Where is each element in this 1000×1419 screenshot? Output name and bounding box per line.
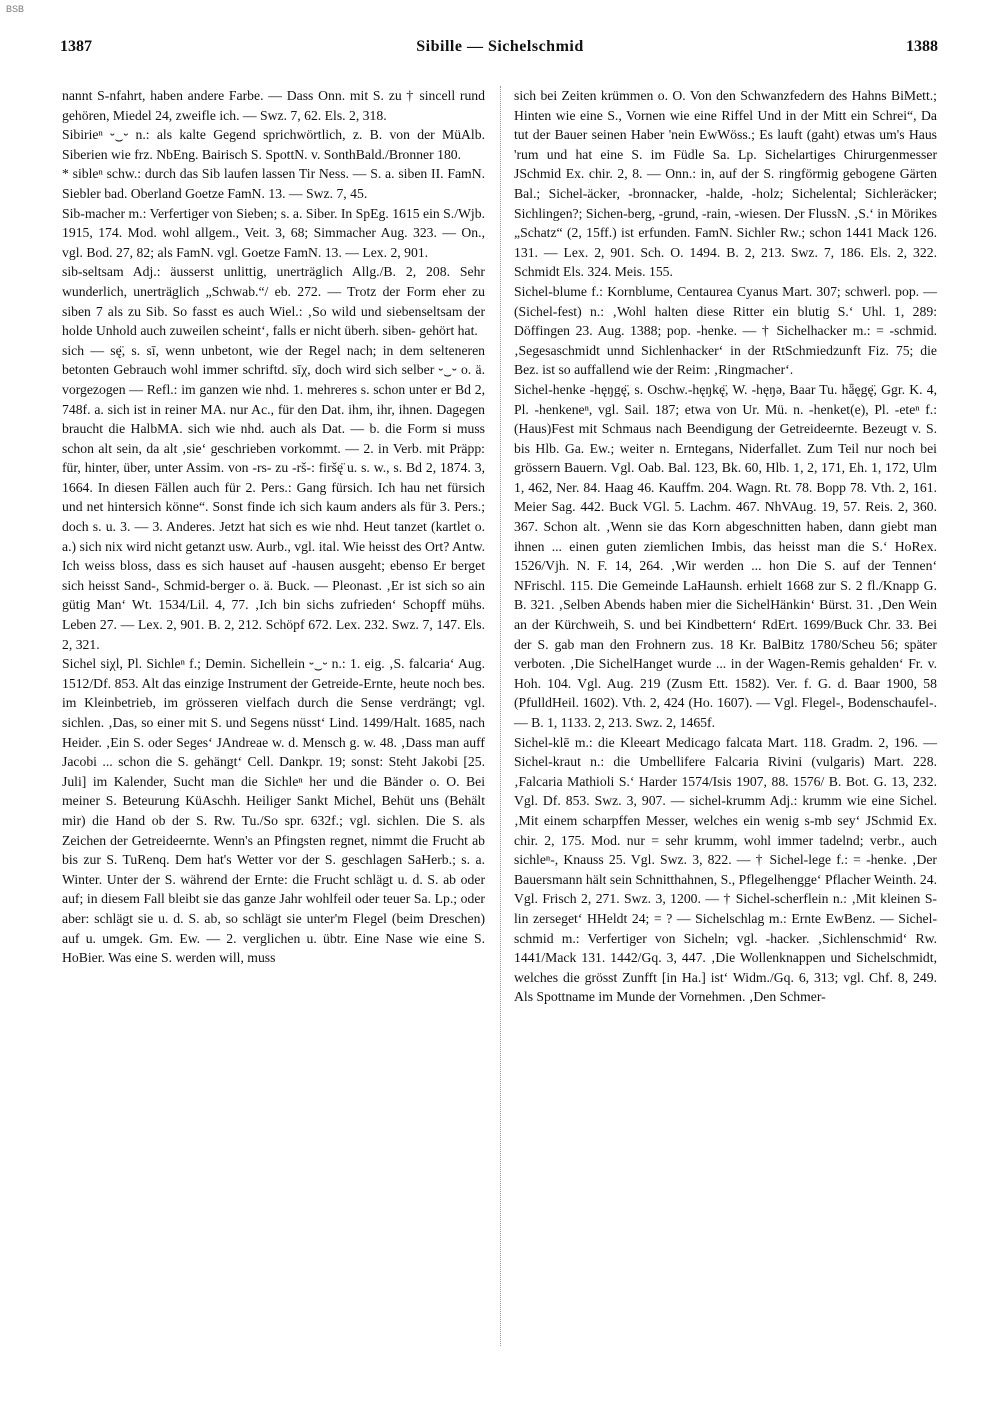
entry-sich: sich — sę̈, s. sī, wenn unbetont, wie der Regel nach; in dem selteneren betonten Gebrauch wohl immer schriftd. sīχ, doch wird sich selber ⏑‿⏑ o. ä. vorgezogen — Refl.: im ganzen wie nhd. 1. mehreres s. schon unter er Bd 2, 748f. a. sich ist in reiner MA. nur Ac., für den Dat. ihm, ihr, ihnen. Dagegen braucht die HalbMA. sich wie nhd. auch als Dat. — b. die Form si muss schon alt sein, da alt ‚sie‘ geschrieben vorkommt. — 2. in Verb. mit Präpp: für, hinter, über, unter Assim. von -rs- zu -rš-: firšę̈ u. s. w., s. Bd 2, 1874. 3, 1664. In diesen Fällen auch für 2. Pers.: Gang fürsich. Ich hau net fürsich und net hintersich könne“. Sonst finde ich sich kaum anders als für 3. Pers.; doch s. u. 3. — 3. Anderes. Jetzt hat sich es wie nhd. Heut tanzet (kartlet o. a.) sich nix wird nicht getanzt usw. Aurb., vgl. ital. Wie heisst des Ort? Antw. Ich weiss bloss, dass es sich hauset auf -hausen ausgeht; ebenso Er berget sich heisst Sand-, Schmid-berger o. ä. Buck. — Pleonast. ‚Er ist sich so ain gütig Man‘ Wt. 1534/Lil. 4, 77. ‚Ich bin sichs zufrieden‘ Schopff mühs. Leben 27. — Lex. 2, 901. B. 2, 212. Schöpf 672. Lex. 232. Swz. 7, 147. Els. 2, 321. — [62, 342, 485, 652]
page-title: Sibille — Sichelschmid — [416, 38, 584, 55]
entry-sichel-kle: Sichel-klē m.: die Kleeart Medicago falcata Mart. 118. Gradm. 2, 196. — Sichel-kraut n.: die Umbellifere Falcaria Rivini (vulgaris) Mart. 228. ‚Falcaria Mathioli S.‘ Harder 1574/Isis 1907, 88. 1576/ B. Bot. G. 13, 232. Vgl. Df. 853. Swz. 3, 907. — sichel-krumm Adj.: krumm wie eine Sichel. ‚Mit einem scharpffen Messer, welches ein wenig s-mb sey‘ JSchmid Ex. chir. 2, 175. Mod. nur = sehr krumm, wohl immer tadelnd; verbr., auch sichleⁿ-, Knauss 25. Vgl. Swz. 3, 822. — † Sichel-lege f.: = -henke. ‚Der Bauersmann hält sein Schnitthahnen, S., Pflegelhengge‘ Pflacher Weinth. 24. Vgl. Frisch 2, 271. Swz. 3, 1200. — † Sichel-scherflein n.: ‚Mit kleinen S-lin zerseget‘ HHeldt 24; = ? — Sichelschlag m.: Ernte EwBenz. — Sichel-schmid m.: Verfertiger von Sicheln; vgl. -hacker. ‚Sichlenschmid‘ Rw. 1441/Mack 131. 1442/Gq. 3, 447. ‚Die Wollenknappen und Sichelschmidt, welches die grösst Zunfft [in Ha.] ist‘ Widm./Gq. 6, 313; vgl. Chf. 8, 249. Als Spottname im Munde der Vornehmen. ‚Den Schmer- — [514, 734, 937, 1005]
column-divider — [500, 86, 501, 1346]
entry-sible: * sibleⁿ schw.: durch das Sib laufen lassen Tir Ness. — S. a. siben II. FamN. Siebler bad. Oberland Goetze FamN. 13. — Swz. 7, 45. — [62, 166, 485, 201]
entry-paragraph: nannt S-nfahrt, haben andere Farbe. — Dass Onn. mit S. zu † sincell rund gehören, Miedel 24, zweifle ich. — Swz. 7, 62. Els. 2, 318. — [62, 88, 485, 123]
right-column — [514, 86, 937, 1007]
page-number-left: 1387 — [60, 38, 92, 55]
entry-sichel-continued: sich bei Zeiten krümmen o. O. Von den Schwanzfedern des Hahns BiMett.; Hinten wie eine S., Vornen wie eine Riffel Und in der Mitt ein Schrei“, Da tut der Bauer seinen Haber 'nein EwWöss.; Es lauft (gaht) etwas um's Haus 'rum und hat eine S. im Füdle Sa. Lp. Sichelartiges Chirurgenmesser JSchmid Ex. chir. 2, 8. — Onn.: in, auf der S. ringförmig gebogene Gärten Bal.; Sichel-äcker, -bronnacker, -halde, -holz; Sichelental; Sichleräcker; Sichlingen?; Sichen-berg, -grund, -rain, -wiesen. Der FlussN. ‚S.‘ in Mörikes „Schatz“ (2, 15ff.) ist erfunden. FamN. Sichler Rw.; schon 1441 Mack 126. 131. — Lex. 2, 901. Sch. O. 1494. B. 2, 213. Swz. 7, 186. Els. 2, 322. Schmidt Els. 324. Meis. 155. — [514, 88, 937, 280]
left-column — [62, 86, 485, 968]
page-number-right: 1388 — [906, 38, 938, 55]
entry-sichel: Sichel siχl, Pl. Sichleⁿ f.; Demin. Sichellein ⏑‿⏑ n.: 1. eig. ‚S. falcaria‘ Aug. 1512/Df. 853. Alt das einzige Instrument der Getreide-Ernte, heute noch bes. im Kleinbetrieb, im grösseren vielfach durch die Sense verdrängt; vgl. sichlen. ‚Das, so einer mit S. und Segens nüsst‘ Lind. 1499/Halt. 1685, nach Heider. ‚Ein S. oder Seges‘ JAndreae w. d. Mensch g. w. 48. ‚Dass man auff Jacobi ... schon die S. gehängt‘ Cell. Dankpr. 19; sonst: Steht Jakobi [25. Juli] im Kalender, Sucht man die Sichleⁿ her und die Bänder o. O. Bei meiner S. Beteurung KüAschh. Heiliger Sankt Michel, Behüt uns (Behält mir) die Hand ob der S. Rw. Tu./So spr. 632f.; vgl. sichlen. Die S. als Zeichen der Getreideernte. Wenn's an Pfingsten regnet, nimmt die Frucht ab bis zur S. TuRenq. Dem hat's Wetter vor der S. geschlagen SaHerb.; s. a. Winter. Unter der S. während der Ernte: die Frucht schlägt u. d. S. ab oder auf; in diesem Fall bleibt sie das ganze Jahr wohlfeil oder teuer Sa. Lp.; oder aber: schlägt sie u. d. S. ab, so schlägt sie unter'm Flegel (beim Dreschen) auf u. umgek. Gm. Ew. — 2. verglichen u. übtr. Eine Nase wie eine S. HoBier. Was eine S. werden will, muss — [62, 656, 485, 966]
entry-sib-seltsam: sib-seltsam Adj.: äusserst unlittig, unerträglich Allg./B. 2, 208. Sehr wunderlich, unerträglich „Schwab.“/ eb. 272. — Trotz der Form eher zu siben 7 als zu Sib. So fasst es auch Wiel.: ‚So wild und siebenseltsam der holde Unhold auch zuweilen scheint‘, falls er nicht überh. siben- gehört hat. — [62, 264, 485, 339]
entry-sichel-blume: Sichel-blume f.: Kornblume, Centaurea Cyanus Mart. 307; schwerl. pop. — (Sichel-fest) n.: ‚Wohl halten diese Ritter ein blutig S.‘ Uhl. 1, 289: Döffingen 23. Aug. 1388; pop. -henke. — † Sichelhacker m.: = -schmid. ‚Segesaschmidt unnd Sichlenhacker‘ in der RtSchmiedzunft Fiz. 75; die Bez. ist so auffallend wie der Reim: ‚Ringmacher‘. — [514, 283, 937, 378]
entry-sib-macher: Sib-macher m.: Verfertiger von Sieben; s. a. Siber. In SpEg. 1615 ein S./Wjb. 1915, 174. Mod. wohl allgem., Veit. 3, 68; Simmacher Aug. 323. — On., vgl. Bod. 27, 82; als FamN. vgl. Goetze FamN. 13. — Lex. 2, 901. — [62, 205, 485, 260]
entry-sibirien: Sibirieⁿ ⏑‿⏑ n.: als kalte Gegend sprichwörtlich, z. B. von der MüAlb. Siberien wie frz. NbEng. Bairisch S. SpottN. v. SonthBald./Bronner 180. — [62, 127, 485, 162]
entry-sichel-henke: Sichel-henke -hęŋgę̈, s. Oschw.-hęŋkę̈, W. -hęŋə, Baar Tu. hǟęgę̈, Ggr. K. 4, Pl. -henkeneⁿ, vgl. Sail. 187; etwa von Ur. Mü. n. -henket(e), Pl. -eteⁿ f.: (Haus)Fest mit Schmaus nach Beendigung der Getreideernte. Bezeugt v. S. bis Hlb. Ga. Ew.; weiter n. Erntegans, Niderfallet. Zum Teil nur noch bei grössern Bauern. Vgl. Oab. Bal. 123, Bk. 60, Hlb. 1, 2, 171, Eh. 1, 172, Ulm 1, 462, Ner. 84. Haag 46. Kauffm. 204. Wagn. Rt. 78. Bopp 78. Vth. 2, 161. Meier Sag. 442. Buck VGl. 5. Lachm. 467. NhVAug. 19, 57. Reis. 2, 360. 367. Schon alt. ‚Wenn sie das Korn abgeschnitten haben, dann giebt man ihnen ... einen guten ziemlichen Imbis, das heisst man die S.‘ HoRex. 1526/Vjh. N. F. 14, 264. ‚Wir werden ... hon Die S. auf der Tennen‘ NFrischl. 115. Die Gemeinde LaHaunsh. erhielt 1668 zur S. 2 fl./Knapp G. B. 321. ‚Selben Abends haben mier die SichelHänkin‘ Bürst. 31. ‚Den Wein an der Kürchweih, S. und bei Kindbettern‘ RdErt. 1699/Buck Chr. 33. Bei der S. gab man den Frohnern zus. 18 Kr. BalBitz 1780/Scheu 56; später verboten. ‚Die SichelHanget wurde ... in der Wagen-Remis gehalden‘ Fr. v. Hoh. 104. Vgl. Aug. 219 (Zusm Ett. 1582). Ver. f. G. d. Baar 1900, 58 (PfulldHeil. 1602). Vth. 2, 424 (Ho. 1607). — Vgl. Flegel-, Bodenschaufel-. — B. 1, 1133. 2, 213. Swz. 2, 1465f. — [514, 381, 937, 730]
library-watermark: BSB — [6, 4, 25, 14]
